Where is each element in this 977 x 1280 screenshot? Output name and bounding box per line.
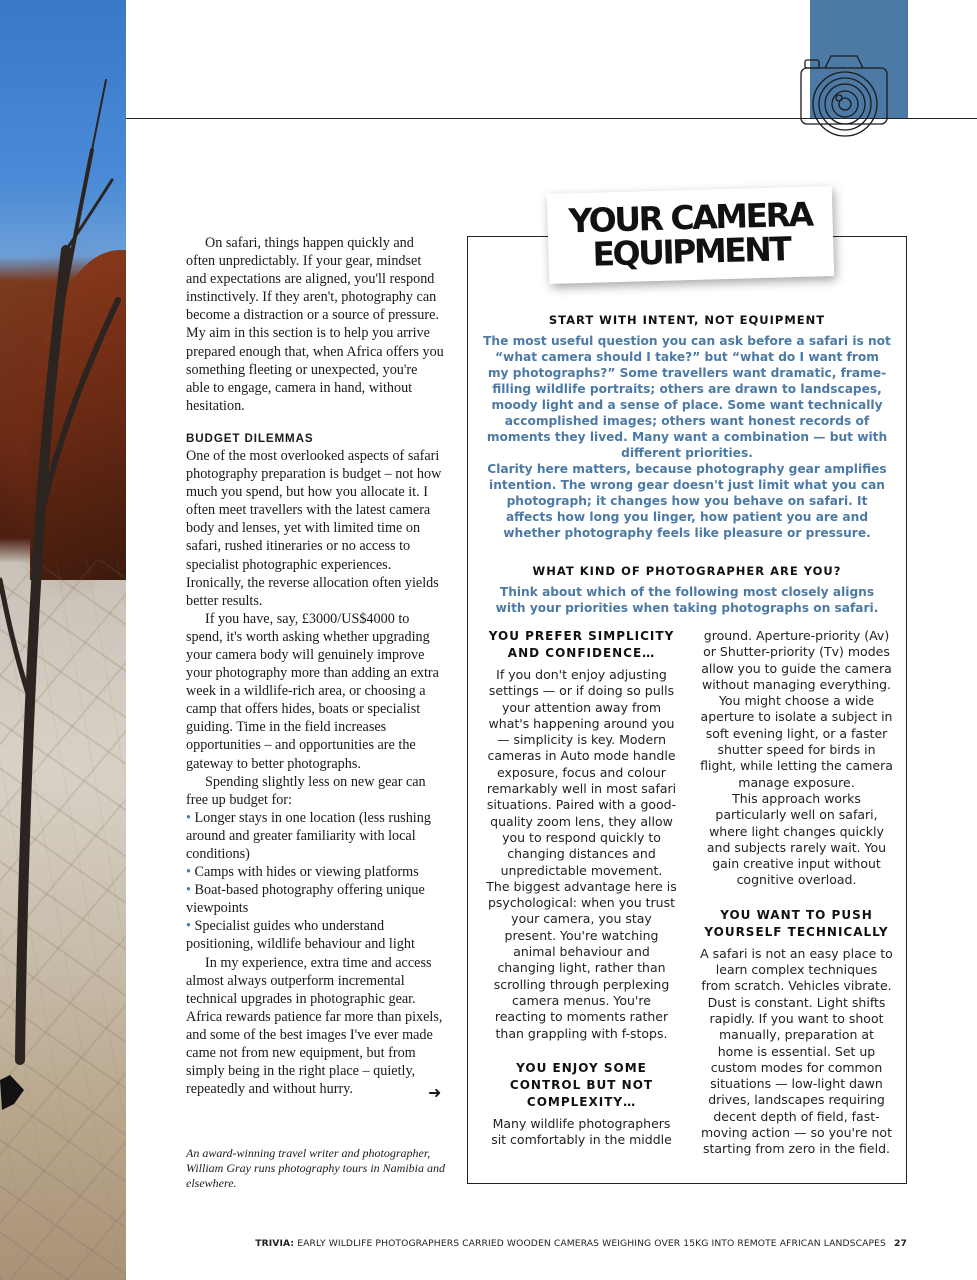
push-heading: YOU WANT TO PUSH YOURSELF TECHNICALLY xyxy=(704,907,889,939)
list-item-text: Boat-based photography offering unique viewpoints xyxy=(186,882,425,917)
footer-trivia: EARLY WILDLIFE PHOTOGRAPHERS CARRIED WOODEN CAMERAS WEIGHING OVER 15KG INTO REMOTE AFRICAN LANDSCAPES xyxy=(297,1238,886,1249)
simplicity-paragraph-2: The biggest advantage here is psychological: when you trust your camera, you stay present. You're watching animal behaviour and changing light, rather than scrolling through perplexing camera menus. You're reacting to moments rather than grappling with f-stops. xyxy=(486,878,677,1041)
photographer-type-heading: WHAT KIND OF PHOTOGRAPHER ARE YOU? xyxy=(532,564,842,578)
box-title xyxy=(547,186,834,284)
photographer-type-text xyxy=(483,584,891,616)
author-byline: An award-winning travel writer and photographer, William Gray runs photography tours in Namibia and elsewhere. xyxy=(186,1146,446,1190)
page-footer xyxy=(236,1238,907,1249)
bullet-icon: • xyxy=(186,918,191,935)
continue-arrow-icon: ➜ xyxy=(428,1083,442,1102)
box-column-left xyxy=(485,628,678,1158)
article-body xyxy=(186,234,444,1098)
intent-paragraph-2: Clarity here matters, because photography gear amplifies intention. The wrong gear doesn't just limit what you can photograph; it changes how you behave on safari. It affects how long you linger, how patient you are and whether photography feels like pleasure or pressure. xyxy=(487,462,887,540)
control-paragraph-1b: ground. Aperture-priority (Av) or Shutter-priority (Tv) modes allow you to guide the camera without managing everything. You might choose a wide aperture to isolate a subject in soft evening light, or a faster shutter speed for birds in flight, while letting the camera manage exposure. xyxy=(700,628,893,790)
budget-heading: BUDGET DILEMMAS xyxy=(186,431,314,445)
budget-paragraph-4: In my experience, extra time and access almost always outperform incremental technical upgrades in photographic gear. Africa rewards patience far more than pixels, and some of the best images I've ever made came not from new equipment, but from simply being in the right place – quietly, repeatedly and without hurry. xyxy=(186,954,443,1098)
list-item xyxy=(186,863,444,881)
photographer-type-paragraph: Think about which of the following most closely aligns with your priorities when taking photographs on safari. xyxy=(495,585,879,615)
box-title-line-2: EQUIPMENT xyxy=(592,229,790,274)
box-column-right xyxy=(700,628,893,1158)
list-item-text: Camps with hides or viewing platforms xyxy=(194,864,419,881)
dead-tree-illustration xyxy=(0,0,126,1280)
bullet-icon: • xyxy=(186,864,191,881)
list-item-text: Longer stays in one location (less rushing around and greater familiarity with local conditions) xyxy=(186,809,431,862)
control-heading: YOU ENJOY SOME CONTROL BUT NOT COMPLEXITY… xyxy=(509,1060,654,1109)
budget-paragraph-1: One of the most overlooked aspects of safari photography preparation is budget – not how much you spend, but how you allocate it. I often meet travellers with the latest camera body and lenses, yet with limited time on safari, rushed itineraries or no access to specialist photographic experiences. Ironically, the reverse allocation often yields better results. xyxy=(186,447,442,609)
list-item xyxy=(186,809,444,863)
push-paragraph: A safari is not an easy place to learn complex techniques from scratch. Vehicles vibrate. Dust is constant. Light shifts rapidly. If you want to shoot manually, preparation at home is essential. Set up custom modes for common situations — low-light dawn drives, landscapes requiring decent depth of field, fast-moving action — so you're not starting from zero in the field. xyxy=(700,945,893,1157)
control-paragraph-1a: Many wildlife photographers sit comfortably in the middle xyxy=(491,1115,672,1148)
bullet-icon: • xyxy=(186,809,191,826)
budget-paragraph-2: If you have, say, £3000/US$4000 to spend, it's worth asking whether upgrading your camera body will genuinely improve your photography more than adding an extra week in a wildlife-rich area, or choosing a camp that offers hides, boats or specialist guiding. Time in the field increases opportunities – and opportunities are the gateway to better photographs. xyxy=(186,610,439,772)
box-columns xyxy=(485,628,893,1158)
control-paragraph-2: This approach works particularly well on safari, where light changes quickly and subjects rarely wait. You gain creative input without cognitive overload. xyxy=(706,790,887,888)
list-item xyxy=(186,917,444,953)
page-number: 27 xyxy=(894,1238,907,1249)
intent-text xyxy=(483,333,891,541)
cover-photo-strip xyxy=(0,0,126,1280)
camera-icon xyxy=(795,48,895,143)
budget-paragraph-3: Spending slightly less on new gear can free up budget for: xyxy=(186,773,426,808)
footer-label: TRIVIA: xyxy=(255,1238,295,1249)
intent-paragraph-1: The most useful question you can ask before a safari is not “what camera should I take?” but “what do I want from my photographs?” Some travellers want dramatic, frame-filling wildlife portraits; others are drawn to landscapes, moody light and a sense of place. Some want technically accomplished images; others want honest records of moments they lived. Many want a combination — but with different priorities. xyxy=(483,334,891,460)
box-intro xyxy=(483,312,891,616)
intro-paragraph: On safari, things happen quickly and often unpredictably. If your gear, mindset and expectations are aligned, you'll respond instinctively. If they aren't, photography can become a distraction or a source of pressure. My aim in this section is to help you arrive prepared enough that, when Africa offers you something fleeting or unexpected, you're able to engage, camera in hand, without hesitation. xyxy=(186,235,444,414)
bullet-icon: • xyxy=(186,882,191,899)
list-item xyxy=(186,881,444,917)
list-item-text: Specialist guides who understand positioning, wildlife behaviour and light xyxy=(186,918,415,953)
intent-heading: START WITH INTENT, NOT EQUIPMENT xyxy=(548,313,826,327)
simplicity-heading: YOU PREFER SIMPLICITY AND CONFIDENCE… xyxy=(488,629,675,660)
box-title-line-1: YOUR CAMERA xyxy=(567,194,813,241)
simplicity-paragraph-1: If you don't enjoy adjusting settings — or if doing so pulls your attention away from what's happening around you — simplicity is key. Modern cameras in Auto mode handle exposure, focus and colour remarkably well in most safari situations. Paired with a good-quality zoom lens, they allow you to respond quickly to changing distances and unpredictable movement. xyxy=(486,667,677,878)
